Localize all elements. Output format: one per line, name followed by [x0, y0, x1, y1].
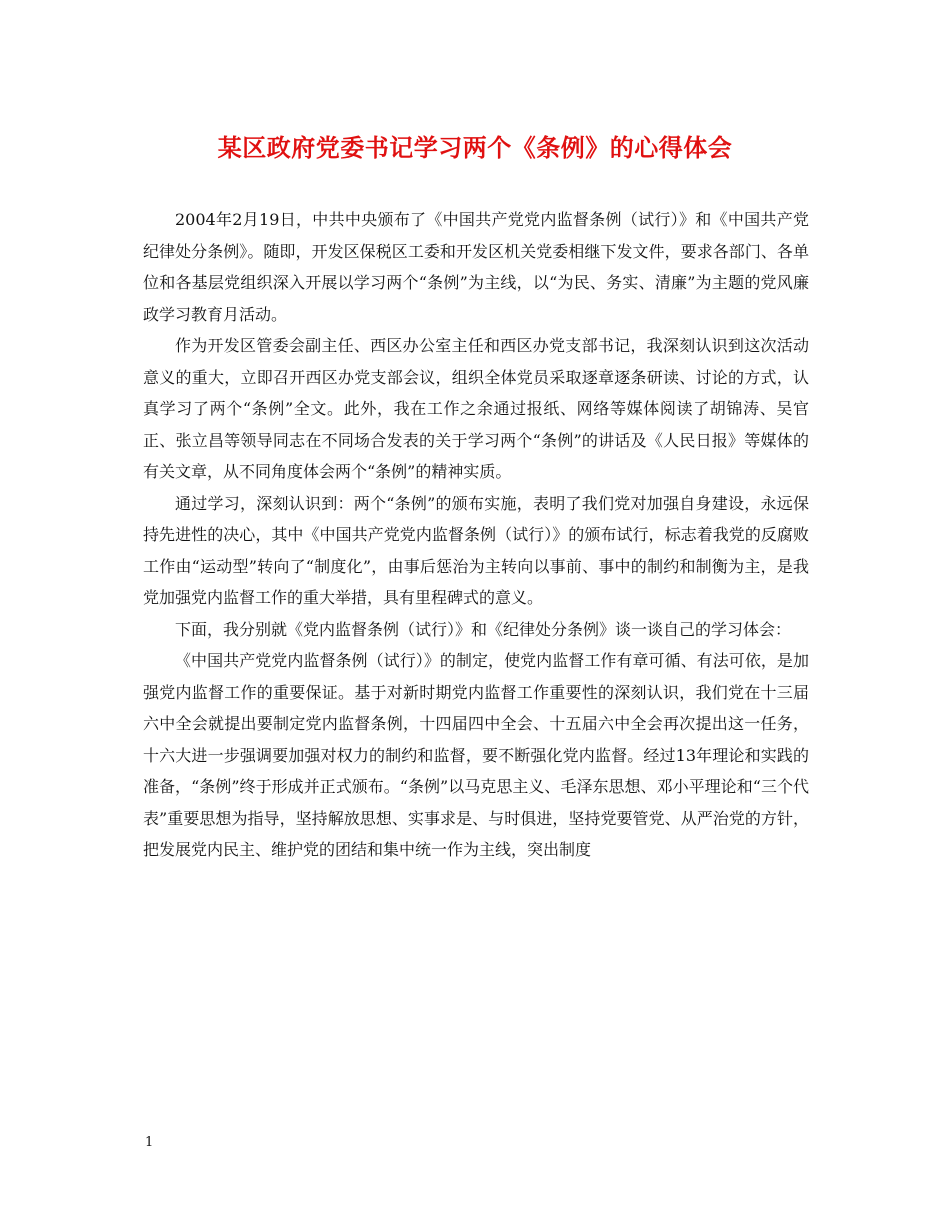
- paragraph-4: 下面，我分别就《党内监督条例（试行）》和《纪律处分条例》谈一谈自己的学习体会：: [175, 619, 792, 639]
- page-number: 1: [145, 1135, 154, 1150]
- document-title: 某区政府党委书记学习两个《条例》的心得体会: [217, 133, 733, 162]
- paragraph-2: 作为开发区管委会副主任、西区办公室主任和西区办党支部书记，我深刻认识到这次活动意义的重大，立即召开西区办党支部会议，组织全体党员采取逐章逐条研读、讨论的方式，认真学习了两个“条例”全文。此外，我在工作之余通过报纸、网络等媒体阅读了胡锦涛、吴官正、张立昌等领导同志在不同场合发表的关于学习两个“条例”的讲话及《人民日报》等媒体的有关文章，从不同角度体会两个“条例”的精神实质。: [143, 336, 809, 481]
- paragraph-3: 通过学习，深刻认识到：两个“条例”的颁布实施，表明了我们党对加强自身建设，永远保持先进性的决心，其中《中国共产党党内监督条例（试行）》的颁布试行，标志着我党的反腐败工作由“运动型”转向了“制度化”，由事后惩治为主转向以事前、事中的制约和制衡为主，是我党加强党内监督工作的重大举措，具有里程碑式的意义。: [143, 493, 809, 607]
- paragraph-5: 《中国共产党党内监督条例（试行）》的制定，使党内监督工作有章可循、有法可依，是加强党内监督工作的重要保证。基于对新时期党内监督工作重要性的深刻认识，我们党在十三届六中全会就提出要制定党内监督条例，十四届四中全会、十五届六中全会再次提出这一任务，十六大进一步强调要加强对权力的制约和监督，要不断强化党内监督。经过13年理论和实践的准备，“条例”终于形成并正式颁布。“条例”以马克思主义、毛泽东思想、邓小平理论和“三个代表”重要思想为指导，坚持解放思想、实事求是、与时俱进，坚持党要管党、从严治党的方针，把发展党内民主、维护党的团结和集中统一作为主线，突出制度: [143, 651, 809, 859]
- paragraph-1: 2004年2月19日，中共中央颁布了《中国共产党党内监督条例（试行）》和《中国共产党纪律处分条例》。随即，开发区保税区工委和开发区机关党委相继下发文件，要求各部门、各单位和各基层党组织深入开展以学习两个“条例”为主线，以“为民、务实、清廉”为主题的党风廉政学习教育月活动。: [143, 210, 809, 324]
- document-body: [143, 204, 809, 866]
